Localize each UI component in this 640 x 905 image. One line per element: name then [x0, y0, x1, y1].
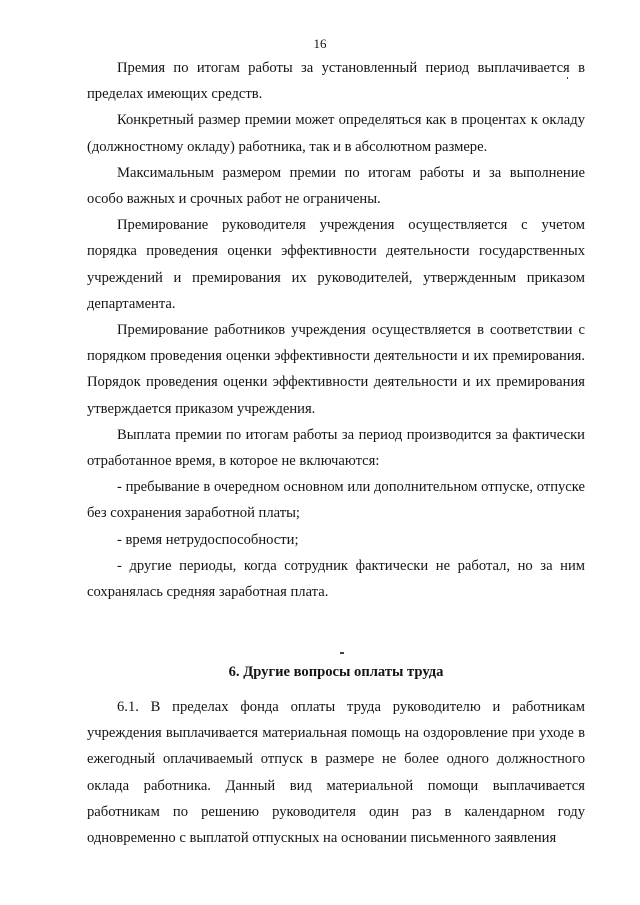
list-item-other-periods: - другие периоды, когда сотрудник фактически не работал, но за ним сохранялась средняя заработная плата.	[87, 557, 585, 601]
section-text	[87, 694, 585, 851]
body-text	[87, 55, 585, 605]
paragraph-material-aid: 6.1. В пределах фонда оплаты труда руководителю и работникам учреждения выплачивается материальная помощь на оздоровление при уходе в ежегодный оплачиваемый отпуск в размере не более одного должностного оклада работника. Данный вид материальной помощи выплачивается работникам по решению руководителя один раз в календарном году одновременно с выплатой отпускных на основании письменного заявления	[87, 699, 585, 847]
paragraph-bonus-payment: Выплата премии по итогам работы за период производится за фактически отработанное время, в которое не включаются:	[87, 426, 585, 470]
paragraph-staff-bonus: Премирование работников учреждения осуществляется в соответствии с порядком проведения оценки эффективности деятельности и их премирования. Порядок проведения оценки эффективности деятельности и их премирования утверждается приказом учреждения.	[87, 322, 585, 417]
page-number: 16	[313, 36, 327, 51]
paragraph-bonus-maximum: Максимальным размером премии по итогам работы и за выполнение особо важных и срочных работ не ограничены.	[87, 164, 585, 208]
list-item-vacation: - пребывание в очередном основном или дополнительном отпуске, отпуске без сохранения заработной платы;	[87, 479, 585, 522]
section-heading: 6. Другие вопросы оплаты труда	[228, 664, 444, 680]
scan-speck	[340, 652, 344, 654]
list-item-sick-leave: - время нетрудоспособности;	[117, 531, 299, 548]
paragraph-bonus-size: Конкретный размер премии может определяться как в процентах к окладу (должностному окладу) работника, так и в абсолютном размере.	[87, 112, 585, 155]
paragraph-bonus-limits: Премия по итогам работы за установленный период выплачивается в пределах имеющих средств.	[87, 60, 585, 103]
paragraph-director-bonus: Премирование руководителя учреждения осуществляется с учетом порядка проведения оценки эффективности деятельности государственных учреждений и премирования их руководителей, утвержденным приказом департамента.	[87, 217, 585, 312]
scan-speck	[567, 77, 568, 79]
